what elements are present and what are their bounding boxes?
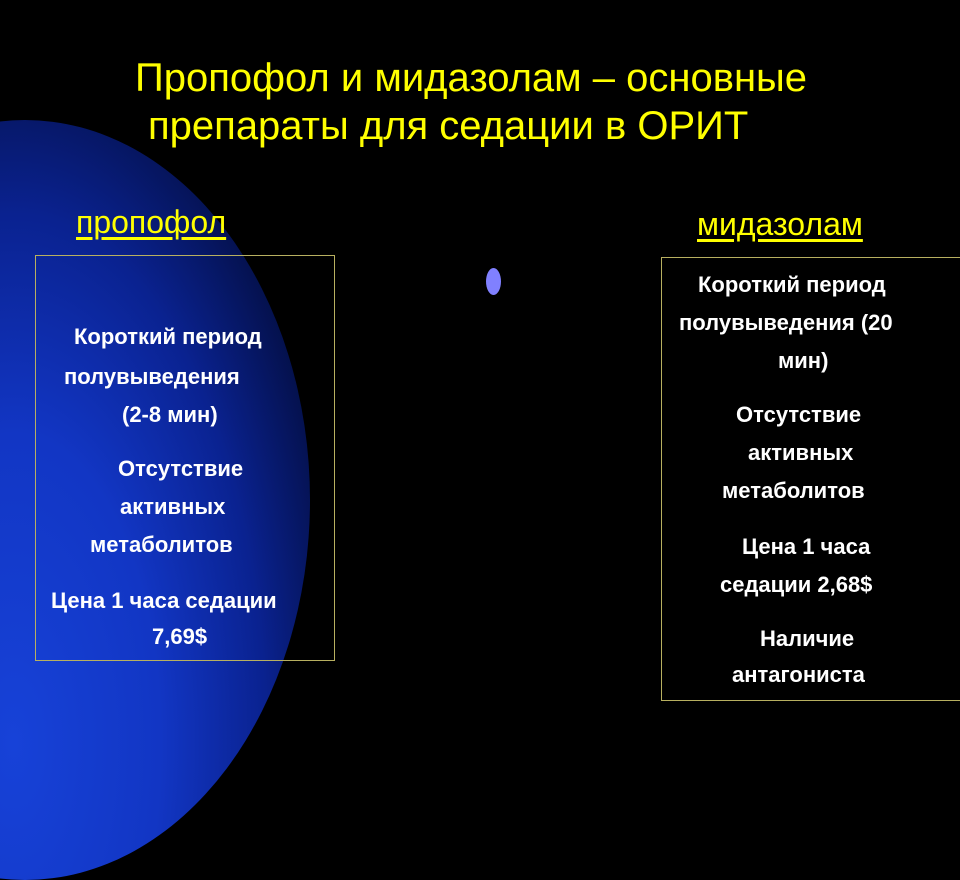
propofol-item-line: (2-8 мин) — [122, 402, 218, 427]
bullet-dot-icon — [486, 268, 501, 295]
midazolam-item-line: Короткий период — [698, 272, 886, 297]
midazolam-item-line: Отсутствие — [736, 402, 862, 427]
propofol-heading: пропофол — [76, 204, 227, 240]
midazolam-item-line: активных — [748, 440, 854, 465]
propofol-item-line: Цена 1 часа седации — [51, 588, 277, 613]
midazolam-item-line: Цена 1 часа — [742, 534, 871, 559]
propofol-item-line: 7,69$ — [152, 624, 208, 649]
midazolam-item-line: полувыведения (20 — [679, 310, 893, 335]
midazolam-item-line: мин) — [778, 348, 829, 373]
midazolam-item-line: седации 2,68$ — [720, 572, 873, 597]
propofol-item-line: Отсутствие — [118, 456, 244, 481]
midazolam-item-line: метаболитов — [722, 478, 865, 503]
propofol-box — [35, 255, 335, 661]
slide-title-line-1: Пропофол и мидазолам – основные — [135, 56, 808, 100]
midazolam-heading: мидазолам — [697, 206, 863, 242]
midazolam-item-line: антагониста — [732, 662, 865, 687]
propofol-item-line: метаболитов — [90, 532, 233, 557]
midazolam-box — [661, 257, 960, 701]
propofol-item-line: Короткий период — [74, 324, 262, 349]
midazolam-item-line: Наличие — [760, 626, 855, 651]
propofol-item-line: полувыведения — [64, 364, 240, 389]
slide-title-line-2: препараты для седации в ОРИТ — [148, 104, 749, 148]
propofol-item-line: активных — [120, 494, 226, 519]
